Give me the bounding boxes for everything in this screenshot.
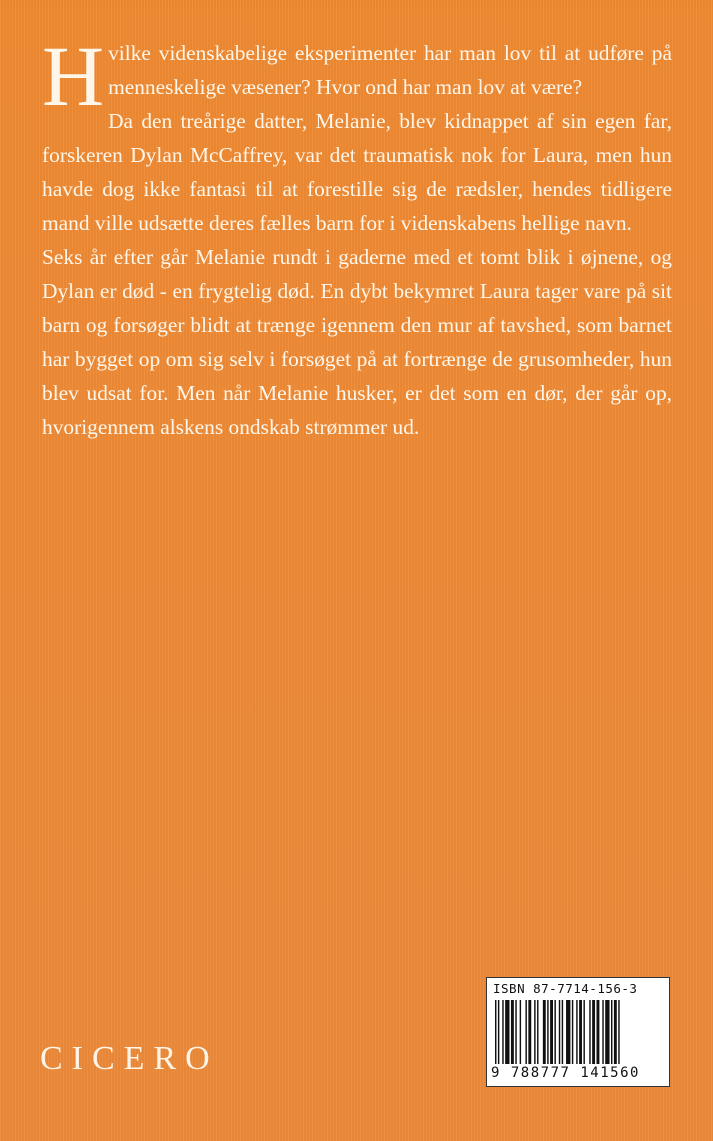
drop-cap: H: [42, 28, 105, 124]
barcode-digits: 9 788777 141560: [491, 1065, 640, 1081]
blurb-paragraph-1: [42, 28, 672, 124]
publisher-logo: CICERO: [40, 1040, 219, 1077]
blurb-paragraph-1-text: vilke videnskabelige eksperimenter har man lov til at udføre på menneskelige væsener? Hvor ond har man lov at være?: [108, 41, 672, 99]
blurb-paragraph-3: Seks år efter går Melanie rundt i gaderne med et tomt blik i øjnene, og Dylan er død - en frygtelig død. En dybt bekymret Laura tager vare på sit barn og forsøger blidt at trænge igennem den mur af tavshed, som barnet har bygget op om sig selv i forsøget på at fortrænge de grusomheder, hun blev udsat for. Men når Melanie husker, er det som en dør, der går op, hvorigennem alskens ondskab strømmer ud.: [42, 245, 672, 439]
isbn-label: ISBN 87-7714-156-3: [493, 981, 638, 996]
blurb-paragraph-2: Da den treårige datter, Melanie, blev kidnappet af sin egen far, forskeren Dylan McCaffrey, var det traumatisk nok for Laura, men hun havde dog ikke fantasi til at forestille sig de rædsler, hendes tidligere mand ville udsætte deres fælles barn for i videnskabens hellige navn.: [42, 109, 672, 235]
blurb-text: [42, 28, 672, 444]
isbn-barcode-box: [486, 977, 670, 1087]
barcode-icon: [495, 1000, 663, 1064]
